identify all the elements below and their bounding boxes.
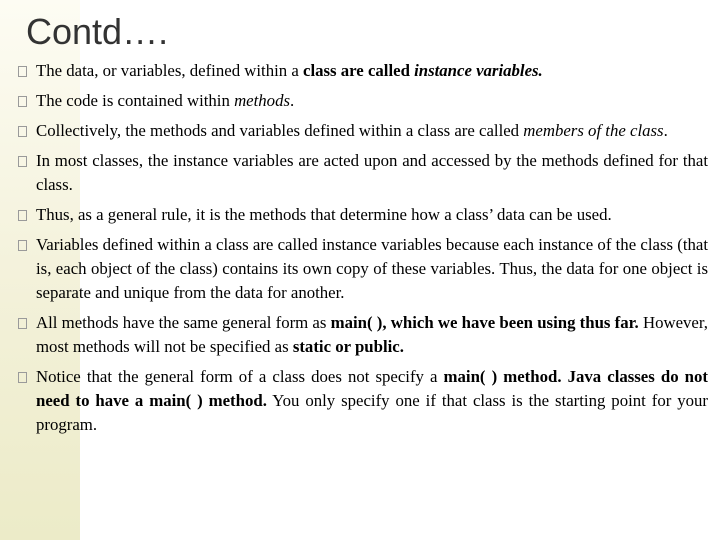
text-run: main( ), which we have been using thus far. [330, 313, 639, 332]
text-run: methods [234, 91, 290, 110]
text-run: members of the class [523, 121, 664, 140]
text-run: instance variables. [414, 61, 543, 80]
text-run: . [290, 91, 295, 110]
text-run: class are called [303, 61, 415, 80]
bullet-item [18, 119, 708, 143]
text-run: Collectively, the methods and variables defined within a class are called [36, 121, 524, 140]
text-run: All methods have the same general form as [36, 313, 331, 332]
bullet-item [18, 149, 708, 197]
text-run: static or public. [292, 337, 404, 356]
text-run: Notice that the general form of a class does not specify a [36, 367, 444, 386]
bullet-item [18, 233, 708, 305]
text-run: Thus, as a general rule, it is the methods that determine how a class’ data can be used. [36, 205, 612, 224]
bullet-list [18, 59, 708, 437]
text-run: However, most methods will not be specified as [36, 313, 708, 356]
bullet-item [18, 311, 708, 359]
text-run: The code is contained within [36, 91, 235, 110]
text-run: In most classes, the instance variables are acted upon and accessed by the methods defined for that class. [36, 151, 708, 194]
bullet-item [18, 365, 708, 437]
bullet-item [18, 203, 708, 227]
text-run: The data, or variables, defined within a [36, 61, 304, 80]
text-run: Variables defined within a class are called instance variables because each instance of the class (that is, each object of the class) contains its own copy of these variables. Thus, the data for one object is separate and unique from the data for another. [36, 235, 708, 302]
text-run: You only specify one if that class is the starting point for your program. [36, 391, 708, 434]
text-run: main( ) method. Java classes do not need to have a main( ) method. [36, 367, 708, 410]
bullet-item [18, 59, 708, 83]
text-run: . [663, 121, 668, 140]
slide-title: Contd…. [26, 11, 169, 52]
bullet-item [18, 89, 708, 113]
